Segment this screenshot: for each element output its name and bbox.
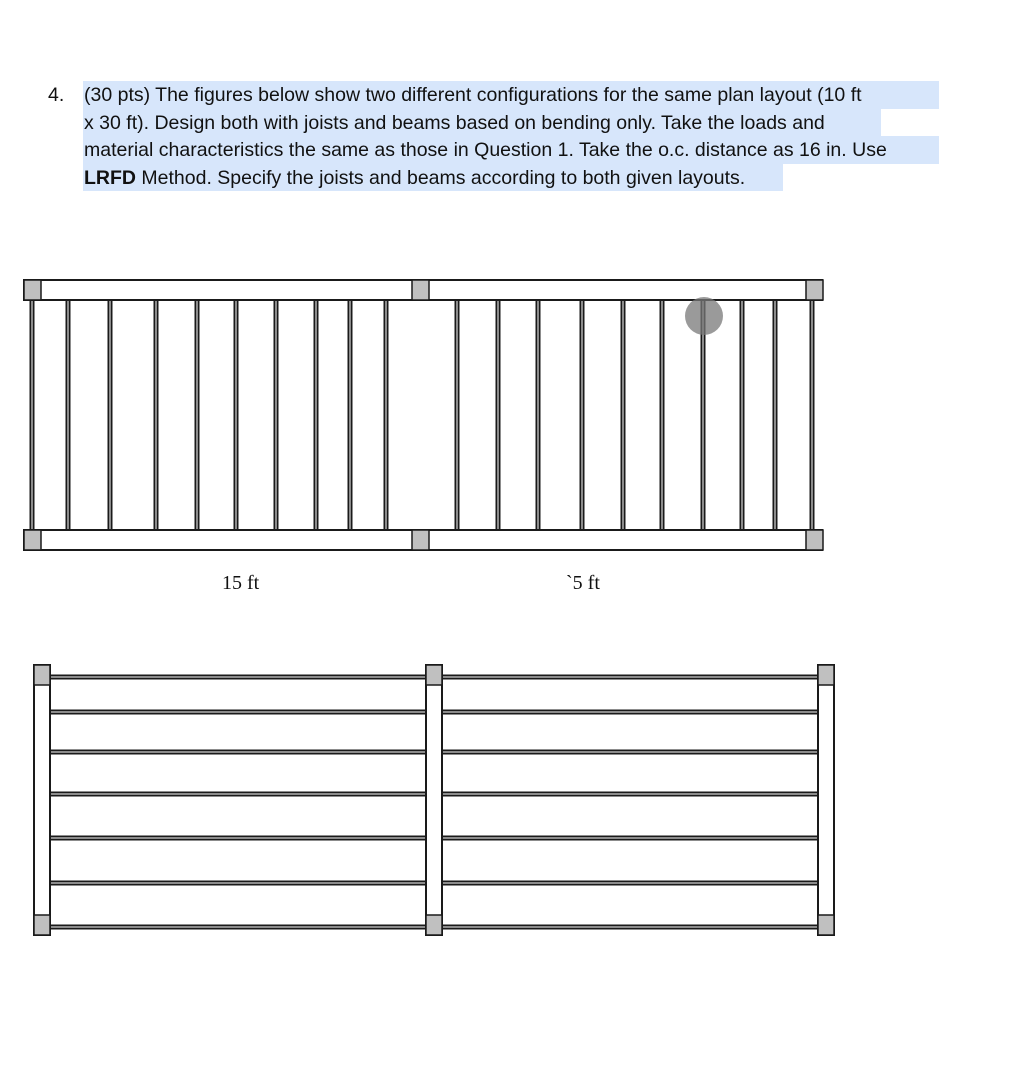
layout-2-drawing bbox=[0, 655, 1013, 955]
joist bbox=[50, 926, 426, 929]
joist bbox=[456, 300, 459, 530]
beam-middle bbox=[426, 665, 442, 935]
joist bbox=[442, 926, 818, 929]
joist bbox=[774, 300, 777, 530]
joist bbox=[622, 300, 625, 530]
layout-2-framing bbox=[34, 665, 834, 935]
post bbox=[806, 280, 823, 300]
joist bbox=[67, 300, 70, 530]
joist bbox=[50, 882, 426, 885]
joist bbox=[741, 300, 744, 530]
question-line-rest: Method. Specify the joists and beams according to both given layouts. bbox=[136, 166, 746, 189]
post bbox=[24, 530, 41, 550]
joist bbox=[385, 300, 388, 530]
joist bbox=[31, 300, 34, 530]
post bbox=[818, 665, 834, 685]
joist bbox=[349, 300, 352, 530]
joist bbox=[497, 300, 500, 530]
layout-1-drawing bbox=[0, 270, 1013, 570]
joist bbox=[442, 837, 818, 840]
question-line: x 30 ft). Design both with joists and beams based on bending only. Take the loads and bbox=[84, 111, 825, 134]
cursor-indicator bbox=[685, 297, 723, 335]
dimension-label-right: `5 ft bbox=[566, 572, 600, 594]
joist bbox=[442, 882, 818, 885]
question-line: material characteristics the same as those in Question 1. Take the o.c. distance as 16 in. Use bbox=[84, 139, 887, 161]
post bbox=[426, 665, 442, 685]
question-line: (30 pts) The figures below show two different configurations for the same plan layout (10 ft bbox=[84, 84, 862, 106]
joist bbox=[537, 300, 540, 530]
joist bbox=[661, 300, 664, 530]
post bbox=[412, 280, 429, 300]
joist bbox=[275, 300, 278, 530]
joist bbox=[315, 300, 318, 530]
joist bbox=[50, 711, 426, 714]
joist bbox=[50, 837, 426, 840]
joist bbox=[196, 300, 199, 530]
question-line bbox=[84, 165, 964, 193]
post bbox=[34, 915, 50, 935]
joist bbox=[235, 300, 238, 530]
bold-term: LRFD bbox=[84, 166, 136, 189]
post bbox=[426, 915, 442, 935]
joist bbox=[50, 751, 426, 754]
joist bbox=[442, 676, 818, 679]
dimension-label-left: 15 ft bbox=[222, 572, 260, 594]
joist bbox=[50, 676, 426, 679]
post bbox=[806, 530, 823, 550]
beam-right bbox=[818, 665, 834, 935]
joist bbox=[50, 793, 426, 796]
post bbox=[818, 915, 834, 935]
joist bbox=[109, 300, 112, 530]
post bbox=[24, 280, 41, 300]
post bbox=[412, 530, 429, 550]
joist bbox=[581, 300, 584, 530]
beam-left bbox=[34, 665, 50, 935]
joist bbox=[155, 300, 158, 530]
question-number: 4. bbox=[48, 84, 65, 106]
post bbox=[34, 665, 50, 685]
joist bbox=[442, 751, 818, 754]
joist bbox=[442, 711, 818, 714]
question-text bbox=[84, 82, 964, 192]
joist bbox=[442, 793, 818, 796]
joist bbox=[811, 300, 814, 530]
